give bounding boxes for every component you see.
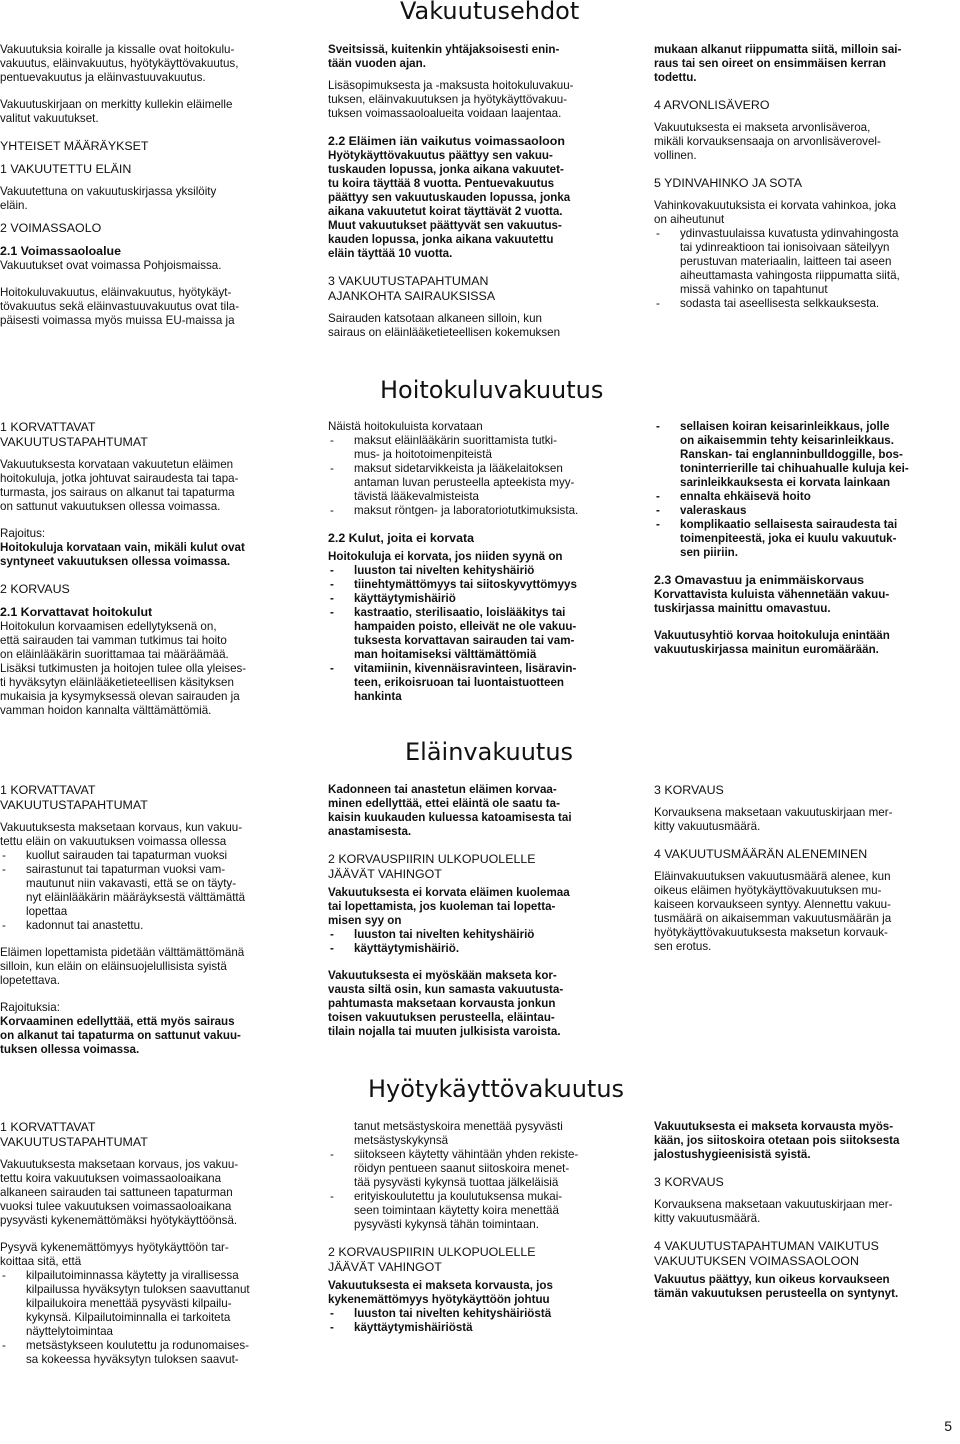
list bbox=[654, 420, 958, 560]
heading: 1 KORVATTAVAT VAKUUTUSTAPAHTUMAT bbox=[0, 420, 148, 449]
heading: 2 KORVAUS bbox=[0, 582, 70, 596]
paragraph: Vakuutukset ovat voimassa Pohjoismaissa. bbox=[0, 259, 222, 272]
paragraph: Vakuutuksesta korvataan vakuutetun eläimen hoitokuluja, jotka johtuvat sairaudesta tai tapa- turmasta, jos sairaus on alkanut tai tapaturma on sattunut vakuutuksen ollessa voimassa. bbox=[0, 458, 239, 513]
list-item: - tiinehtymättömyys tai siitoskyvyttömyys bbox=[328, 578, 638, 592]
heading: 5 YDINVAHINKO JA SOTA bbox=[654, 176, 803, 190]
list-item: - sodasta tai aseellisesta selkkauksesta. bbox=[654, 297, 958, 311]
title-elainvakuutus: Eläinvakuutus bbox=[405, 738, 574, 766]
list-item: - maksut sidetarvikkeista ja lääkelaitoksen antaman luvan perusteella apteekista myy- tävistä lääkevalmisteista bbox=[328, 462, 638, 504]
paragraph: Vakuutuksesta maksetaan korvaus, kun vakuu- tettu eläin on vakuutuksen voimassa ollessa bbox=[0, 821, 243, 848]
paragraph: Hoitokuluvakuutus, eläinvakuutus, hyötykäyt- tövakuutus sekä eläinvastuuvakuutus ovat tila- päisesti voimassa myös muissa EU-maissa ja bbox=[0, 286, 240, 327]
paragraph: Rajoitus: bbox=[0, 527, 46, 540]
paragraph: Eläinvakuutuksen vakuutusmäärä alenee, kun oikeus eläimen hyötykäyttövakuutuksen mu- kaiseen korvaukseen syntyy. Alennettu vakuu- tusmäärä on aikaisemman vakuutusmäärän ja hyötykäyttövakuutuksesta maksetun korvauk- sen erotus. bbox=[654, 870, 892, 953]
paragraph: Hoitokulun korvaamisen edellytyksenä on, että sairauden tai vamman tutkimus tai hoito on eläinlääkärin suorittamaa tai määräämää. Lisäksi tutkimusten ja hoitojen tulee olla yleises- ti hyväksytyn eläinlääketieteellisen käsityksen mukaisia ja kysymyksessä olevan sairauden ja vamman hoidon kannalta välttämättömiä. bbox=[0, 620, 247, 717]
s4-col3 bbox=[654, 1120, 958, 1301]
subheading: 2.1 Korvattavat hoitokulut bbox=[0, 605, 153, 619]
list bbox=[328, 1307, 638, 1335]
list-item: - käyttäytymishäiriö. bbox=[328, 942, 638, 956]
list-item: - siitokseen käytetty vähintään yhden rekiste- röidyn pentueen saanut siitoskoira menet- tää pysyvästi kykynsä tuottaa jälkeläisiä bbox=[328, 1148, 638, 1190]
paragraph: Vakuutuksesta maksetaan korvaus, jos vakuu- tettu koira vakuutuksen voimassaoloaikana alkaneen sairauden tai sattuneen tapaturman vuoksi tulee vakuutuksen voimassaoloaikana pysyvästi kykenemättömäksi hyötykäyttöönsä. bbox=[0, 1158, 239, 1227]
s4-col1 bbox=[0, 1120, 310, 1367]
title-hoitokuluvakuutus: Hoitokuluvakuutus bbox=[380, 376, 604, 404]
s1-col2 bbox=[328, 43, 638, 340]
s4-col2 bbox=[328, 1120, 638, 1335]
list-item: - vitamiinin, kivennäisravinteen, lisäravin- teen, erikoisruoan tai luontaistuotteen hankinta bbox=[328, 662, 638, 704]
paragraph: Vakuutuksesta ei makseta korvausta, jos kykenemättömyys hyötykäyttöön johtuu bbox=[328, 1279, 553, 1306]
paragraph: Pysyvä kykenemättömyys hyötykäyttöön tar- koittaa sitä, että bbox=[0, 1241, 229, 1268]
paragraph: Vakuutuskirjaan on merkitty kullekin eläimelle valitut vakuutukset. bbox=[0, 98, 233, 125]
page-number: 5 bbox=[944, 1418, 952, 1434]
paragraph: Kadonneen tai anastetun eläimen korvaa- minen edellyttää, ettei eläintä ole saatu ta- kaisin kuukauden kuluessa katoamisesta tai anastamisesta. bbox=[328, 783, 572, 838]
list-item: - kadonnut tai anastettu. bbox=[0, 919, 310, 933]
paragraph: Hoitokuluja korvataan vain, mikäli kulut ovat syntyneet vakuutuksen ollessa voimassa. bbox=[0, 541, 245, 568]
paragraph: Näistä hoitokuluista korvataan bbox=[328, 420, 483, 433]
paragraph: Korvattavista kuluista vähennetään vakuu- tuskirjassa mainittu omavastuu. bbox=[654, 588, 890, 615]
heading: 1 VAKUUTETTU ELÄIN bbox=[0, 162, 132, 176]
paragraph: Rajoituksia: bbox=[0, 1001, 60, 1014]
paragraph: Vakuutuksesta ei myöskään makseta kor- vausta siltä osin, kun samasta vakuutusta- pahtumasta maksetaan korvausta jonkun toisen vakuutuksen perusteella, eläintau- tilain nojalla tai muuten julkisista varoista. bbox=[328, 969, 564, 1038]
heading: 2 KORVAUSPIIRIN ULKOPUOLELLE JÄÄVÄT VAHINGOT bbox=[328, 852, 536, 881]
heading: 2 KORVAUSPIIRIN ULKOPUOLELLE JÄÄVÄT VAHINGOT bbox=[328, 1245, 536, 1274]
list bbox=[328, 1148, 638, 1232]
paragraph: Vakuutuksia koiralle ja kissalle ovat hoitokulu- vakuutus, eläinvakuutus, hyötykäyttövakuutus, pentuevakuutus ja eläinvastuuvakuutus. bbox=[0, 43, 239, 84]
list-item: - erityiskoulutettu ja koulutuksensa mukai- seen toimintaan käytetty koira menettää pysyvästi kykynsä tähän toimintaan. bbox=[328, 1190, 638, 1232]
paragraph: Hyötykäyttövakuutus päättyy sen vakuu- tuskauden lopussa, jonka aikana vakuutet- tu koira täyttää 8 vuotta. Pentuevakuutus päättyy sen vakuutuskauden lopussa, jonka aikana vakuutetut koirat täyttävät 2 vuotta. Muut vakuutukset päättyvät sen vakuutus- kauden lopussa, jonka aikana vakuutettu eläin täyttää 10 vuotta. bbox=[328, 149, 571, 260]
list-item: - käyttäytymishäiriöstä bbox=[328, 1321, 638, 1335]
subheading: 2.2 Kulut, joita ei korvata bbox=[328, 531, 474, 545]
list-item: - komplikaatio sellaisesta sairaudesta tai toimenpiteestä, joka ei kuulu vakuutuk- sen piiriin. bbox=[654, 518, 958, 560]
s3-col3 bbox=[654, 783, 958, 954]
list bbox=[654, 227, 958, 311]
paragraph: Vakuutuksesta ei makseta arvonlisäveroa, mikäli korvauksensaaja on arvonlisäverovel- vollinen. bbox=[654, 121, 881, 162]
list-item: - luuston tai nivelten kehityshäiriöstä bbox=[328, 1307, 638, 1321]
list-item: - maksut eläinlääkärin suorittamista tutki- mus- ja hoitotoimenpiteistä bbox=[328, 434, 638, 462]
list-item: - valeraskaus bbox=[654, 504, 958, 518]
list-item: - luuston tai nivelten kehityshäiriö bbox=[328, 564, 638, 578]
title-hyotykayttovakuutus: Hyötykäyttövakuutus bbox=[368, 1075, 625, 1103]
paragraph: Vakuutusyhtiö korvaa hoitokuluja enintään vakuutuskirjassa mainitun euromäärään. bbox=[654, 629, 890, 656]
list bbox=[0, 849, 310, 933]
list-item: - ydinvastuulaissa kuvatusta ydinvahingosta tai ydinreaktioon tai ionisoivaan säteilyyn perustuvan materiaalin, laitteen tai aseen aiheuttamasta vahingosta riippumatta siitä, missä vahinko on tapahtunut bbox=[654, 227, 958, 297]
heading: 4 VAKUUTUSTAPAHTUMAN VAIKUTUS VAKUUTUKSEN VOIMASSAOLOON bbox=[654, 1239, 879, 1268]
paragraph: Vakuutuksesta ei makseta korvausta myös- kään, jos siitoskoira otetaan pois siitoksesta jalostushygieenisistä syistä. bbox=[654, 1120, 900, 1161]
paragraph: Korvauksena maksetaan vakuutuskirjaan mer- kitty vakuutusmäärä. bbox=[654, 806, 893, 833]
list-item: - luuston tai nivelten kehityshäiriö bbox=[328, 928, 638, 942]
list-item: - käyttäytymishäiriö bbox=[328, 592, 638, 606]
list-item: - maksut röntgen- ja laboratoriotutkimuksista. bbox=[328, 504, 638, 518]
subheading: 2.3 Omavastuu ja enimmäiskorvaus bbox=[654, 573, 865, 587]
heading: 1 KORVATTAVAT VAKUUTUSTAPAHTUMAT bbox=[0, 1120, 148, 1149]
paragraph: Korvauksena maksetaan vakuutuskirjaan mer- kitty vakuutusmäärä. bbox=[654, 1198, 893, 1225]
s1-col3 bbox=[654, 43, 958, 311]
paragraph: Hoitokuluja ei korvata, jos niiden syynä on bbox=[328, 550, 563, 563]
paragraph: Eläimen lopettamista pidetään välttämättömänä silloin, kun eläin on eläinsuojelullisista syistä lopetettava. bbox=[0, 946, 245, 987]
heading: 4 ARVONLISÄVERO bbox=[654, 98, 770, 112]
subheading: 2.2 Eläimen iän vaikutus voimassaoloon bbox=[328, 134, 565, 148]
title-vakuutusehdot: Vakuutusehdot bbox=[400, 0, 580, 25]
subheading: 2.1 Voimassaoloalue bbox=[0, 244, 121, 258]
paragraph: Vakuutettuna on vakuutuskirjassa yksilöity eläin. bbox=[0, 185, 217, 212]
heading: 3 KORVAUS bbox=[654, 1175, 724, 1189]
paragraph: Vakuutus päättyy, kun oikeus korvaukseen tämän vakuutuksen perusteella on syntynyt. bbox=[654, 1273, 899, 1300]
heading: 3 VAKUUTUSTAPAHTUMAN AJANKOHTA SAIRAUKSISSA bbox=[328, 274, 496, 303]
s2-col3 bbox=[654, 420, 958, 657]
paragraph: Sairauden katsotaan alkaneen silloin, kun sairaus on eläinlääketieteellisen kokemuksen bbox=[328, 312, 561, 339]
paragraph: tanut metsästyskoira menettää pysyvästi metsästyskykynsä bbox=[354, 1120, 563, 1147]
s2-col1 bbox=[0, 420, 310, 718]
list bbox=[328, 928, 638, 956]
list bbox=[328, 434, 638, 518]
paragraph: Vahinkovakuutuksista ei korvata vahinkoa, joka on aiheutunut bbox=[654, 199, 897, 226]
list-item: - sellaisen koiran keisarinleikkaus, jolle on aikaisemmin tehty keisarinleikkaus. Ranskan- tai englanninbulldoggille, bos- toninterrierille tai chihuahualle kuluja kei- sarinleikkauksesta ei korvata lainkaan bbox=[654, 420, 958, 490]
list-item: - kuollut sairauden tai tapaturman vuoksi bbox=[0, 849, 310, 863]
list bbox=[328, 564, 638, 704]
list bbox=[0, 1269, 310, 1367]
s1-col1 bbox=[0, 43, 310, 328]
heading: 1 KORVATTAVAT VAKUUTUSTAPAHTUMAT bbox=[0, 783, 148, 812]
s3-col2 bbox=[328, 783, 638, 1039]
heading: 4 VAKUUTUSMÄÄRÄN ALENEMINEN bbox=[654, 847, 868, 861]
list-item: - ennalta ehkäisevä hoito bbox=[654, 490, 958, 504]
s2-col2 bbox=[328, 420, 638, 704]
list-item: - kilpailutoiminnassa käytetty ja virallisessa kilpailussa hyväksytyn tuloksen saavuttanut kilpailukoira menettää pysyvästi kilpailu- kykynsä. Kilpailutoiminnalla ei tarkoiteta näyttelytoimintaa bbox=[0, 1269, 310, 1339]
paragraph: Lisäsopimuksesta ja -maksusta hoitokuluvakuu- tuksen, eläinvakuutuksen ja hyötykäyttövakuu- tuksen voimassaoloalueita voidaan laajentaa. bbox=[328, 79, 574, 120]
heading: 2 VOIMASSAOLO bbox=[0, 221, 102, 235]
paragraph: mukaan alkanut riippumatta siitä, milloin sai- raus tai sen oireet on ensimmäisen kerran todettu. bbox=[654, 43, 902, 84]
heading: YHTEISET MÄÄRÄYKSET bbox=[0, 139, 149, 153]
heading: 3 KORVAUS bbox=[654, 783, 724, 797]
s3-col1 bbox=[0, 783, 310, 1057]
list-item: - sairastunut tai tapaturman vuoksi vam- mautunut niin vakavasti, että se on täyty- nyt eläinlääkärin määräyksestä välttämättä lopettaa bbox=[0, 863, 310, 919]
list-item: - metsästykseen koulutettu ja rodunomaises- sa kokeessa hyväksytyn tuloksen saavut- bbox=[0, 1339, 310, 1367]
paragraph: Sveitsissä, kuitenkin yhtäjaksoisesti enin- tään vuoden ajan. bbox=[328, 43, 560, 70]
list-item: - kastraatio, sterilisaatio, loislääkitys tai hampaiden poisto, elleivät ne ole vakuu- tuksesta korvattavan sairauden tai vam- man hoitamiseksi välttämättömiä bbox=[328, 606, 638, 662]
paragraph: Korvaaminen edellyttää, että myös sairaus on alkanut tai tapaturma on sattunut vakuu- tuksen ollessa voimassa. bbox=[0, 1015, 241, 1056]
paragraph: Vakuutuksesta ei korvata eläimen kuolemaa tai lopettamista, jos kuoleman tai lopetta- misen syy on bbox=[328, 886, 570, 927]
